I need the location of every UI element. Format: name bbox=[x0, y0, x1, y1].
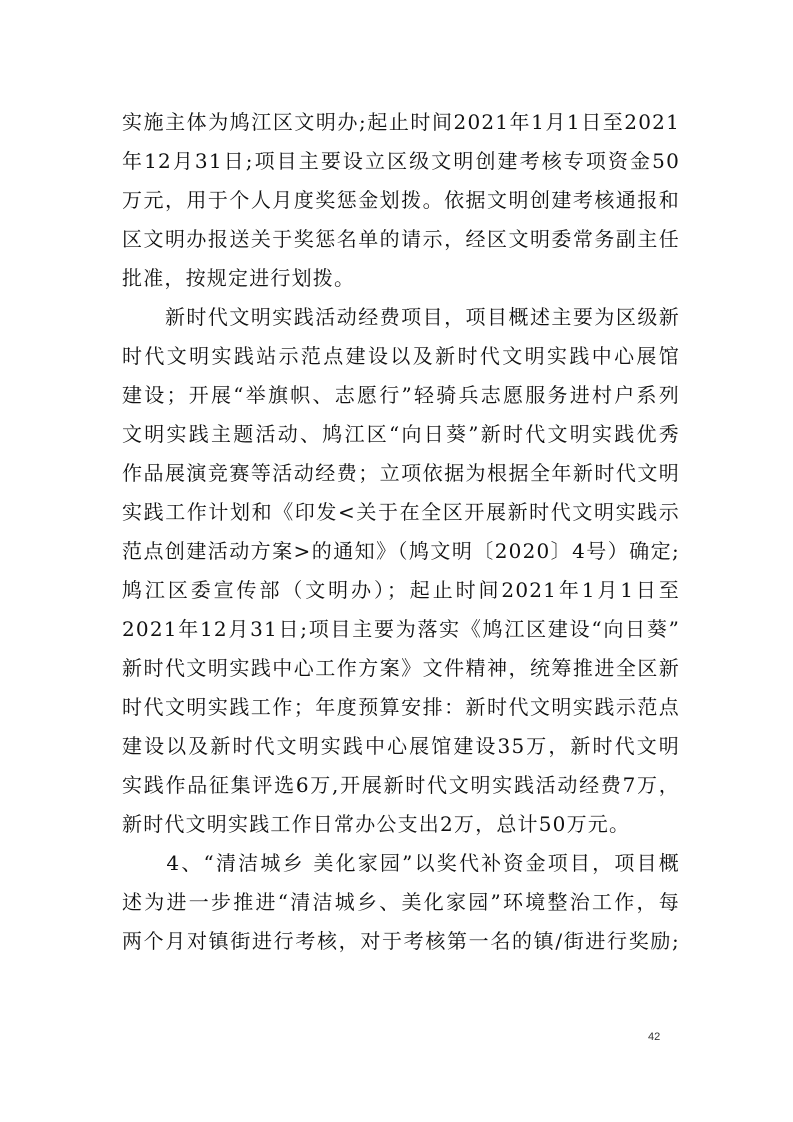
text-line: 时代文明实践工作；年度预算安排：新时代文明实践示范点 bbox=[122, 695, 680, 719]
text-line: 批准，按规定进行划拨。 bbox=[122, 266, 356, 290]
text-line: 年12月31日;项目主要设立区级文明创建考核专项资金50 bbox=[122, 149, 680, 173]
text-line: 鸠江区委宣传部（文明办）；起止时间2021年1月1日至 bbox=[122, 578, 680, 602]
text-line: 2021年12月31日;项目主要为落实《鸠江区建设“向日葵” bbox=[122, 617, 680, 641]
page-number: 42 bbox=[648, 1031, 661, 1043]
text-line: 范点创建活动方案>的通知》（鸠文明〔2020〕4号）确定; bbox=[122, 539, 680, 563]
text-line: 述为进一步推进“清洁城乡、美化家园”环境整治工作，每 bbox=[122, 890, 680, 914]
text-line: 实践工作计划和《印发<关于在全区开展新时代文明实践示 bbox=[122, 500, 680, 524]
text-line: 两个月对镇街进行考核，对于考核第一名的镇/街进行奖励; bbox=[122, 929, 680, 953]
text-line: 文明实践主题活动、鸠江区“向日葵”新时代文明实践优秀 bbox=[122, 422, 680, 446]
text-line: 建设以及新时代文明实践中心展馆建设35万，新时代文明 bbox=[122, 734, 680, 758]
text-line: 实践作品征集评选6万,开展新时代文明实践活动经费7万， bbox=[122, 773, 680, 797]
text-line: 区文明办报送关于奖惩名单的请示，经区文明委常务副主任 bbox=[122, 227, 680, 251]
text-line: 实施主体为鸠江区文明办;起止时间2021年1月1日至2021 bbox=[122, 110, 680, 134]
text-line: 新时代文明实践活动经费项目，项目概述主要为区级新 bbox=[122, 305, 680, 329]
text-line: 作品展演竞赛等活动经费；立项依据为根据全年新时代文明 bbox=[122, 461, 680, 485]
body-text bbox=[122, 103, 680, 961]
text-line: 4、“清洁城乡 美化家园”以奖代补资金项目，项目概 bbox=[122, 851, 680, 875]
text-line: 万元，用于个人月度奖惩金划拨。依据文明创建考核通报和 bbox=[122, 188, 680, 212]
text-line: 新时代文明实践中心工作方案》文件精神，统筹推进全区新 bbox=[122, 656, 680, 680]
text-line: 建设；开展“举旗帜、志愿行”轻骑兵志愿服务进村户系列 bbox=[122, 383, 680, 407]
text-line: 时代文明实践站示范点建设以及新时代文明实践中心展馆 bbox=[122, 344, 680, 368]
text-line: 新时代文明实践工作日常办公支出2万，总计50万元。 bbox=[122, 812, 631, 836]
